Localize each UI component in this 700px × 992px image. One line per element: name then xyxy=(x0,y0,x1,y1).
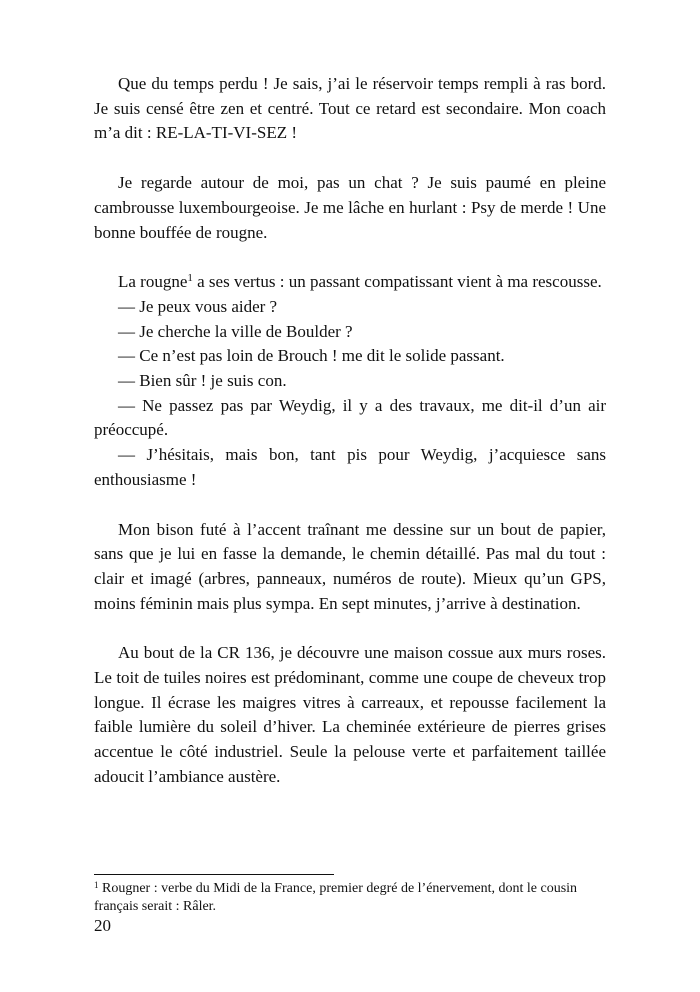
footnote xyxy=(94,880,606,916)
paragraph-3-start: La rougne xyxy=(118,272,188,292)
paragraph-5: Au bout de la CR 136, je découvre une maison cossue aux murs roses. Le toit de tuiles noires est prédominant, comme une coupe de cheveux trop longue. Il écrase les maigres vitres à carreaux, et repousse facilement la faible lumière du soleil d’hiver. La cheminée extérieure de pierres grises accentue le côté industriel. Seule la pelouse verte et parfaitement taillée adoucit l’ambiance austère. xyxy=(94,643,606,786)
dialogue-line: — Ce n’est pas loin de Brouch ! me dit le solide passant. xyxy=(118,346,505,366)
footnote-text: Rougner : verbe du Midi de la France, premier degré de l’énervement, dont le cousin français serait : Râler. xyxy=(94,881,578,914)
dialogue-line: — J’hésitais, mais bon, tant pis pour Weydig, j’acquiesce sans enthousiasme ! xyxy=(94,445,606,489)
dialogue-line: — Ne passez pas par Weydig, il y a des travaux, me dit-il d’un air préoccupé. xyxy=(94,395,606,440)
paragraph-1: Que du temps perdu ! Je sais, j’ai le réservoir temps rempli à ras bord. Je suis censé être zen et centré. Tout ce retard est secondaire. Mon coach m’a dit : RE-LA-TI-VI-SEZ ! xyxy=(94,74,606,143)
body-text xyxy=(94,72,606,790)
footnote-marker: 1 xyxy=(94,880,99,890)
dialogue-line: — Bien sûr ! je suis con. xyxy=(118,371,287,391)
footnote-reference: 1 xyxy=(187,272,193,285)
page-number: 20 xyxy=(94,916,111,935)
paragraph-4: Mon bison futé à l’accent traînant me dessine sur un bout de papier, sans que je lui en fasse la demande, le chemin détaillé. Pas mal du tout : clair et imagé (arbres, panneaux, numéros de route). Mieux qu’un GPS, moins féminin mais plus sympa. En sept minutes, j’arrive à destination. xyxy=(94,519,606,613)
footnote-divider xyxy=(94,874,334,875)
paragraph-3-end: a ses vertus : un passant compatissant vient à ma rescousse. xyxy=(192,272,602,292)
dialogue-line: — Je peux vous aider ? xyxy=(118,296,278,316)
paragraph-3 xyxy=(94,270,606,295)
paragraph-2: Je regarde autour de moi, pas un chat ? Je suis paumé en pleine cambrousse luxembourgeoise. Je me lâche en hurlant : Psy de merde ! Une bonne bouffée de rougne. xyxy=(94,173,606,242)
dialogue-line: — Je cherche la ville de Boulder ? xyxy=(118,321,353,341)
